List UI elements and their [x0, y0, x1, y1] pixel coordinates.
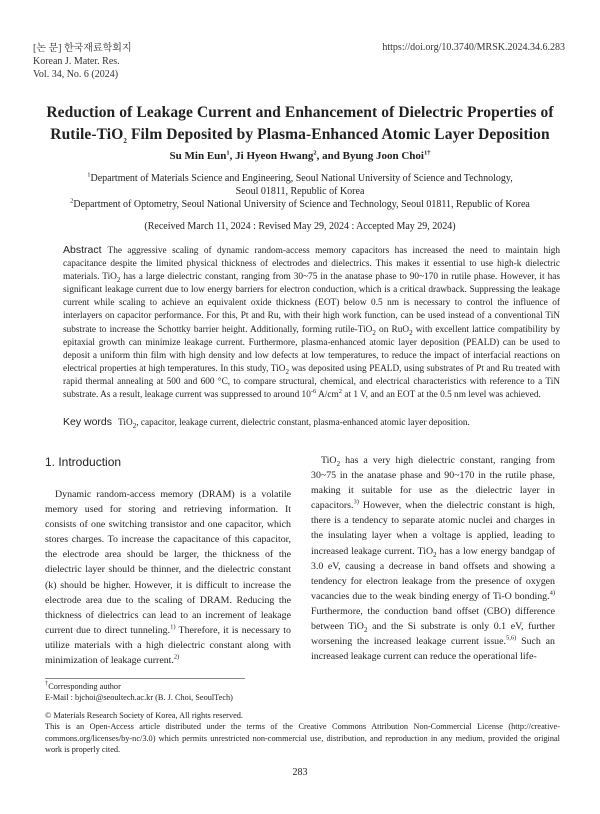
citation: 3): [353, 498, 359, 506]
author-name: Su Min Eun: [169, 150, 227, 162]
received-dates: (Received March 11, 2024 : Revised May 29, 2024 : Accepted May 29, 2024): [144, 221, 456, 232]
license-text: This is an Open-Access article distributed under the terms of the Creative Commons Attribution Non-Commercial License (http://creative-commons.org/licenses/by-nc/3.0) which permits unrestricted non-commercial use, distribution, and reproduction in any medium, provided the original work is properly cited.: [45, 722, 560, 754]
section-heading: 1. Introduction: [45, 455, 122, 469]
left-column: [45, 487, 291, 668]
affiliation-2: [40, 198, 560, 211]
abstract-text: on RuO: [375, 324, 410, 335]
abstract-text: The aggressive scaling of dynamic random-access memory capacitors has increased the need to maintain high capacitance despite the limited physical thickness of electrodes and dielectrics. This makes it essential to use high-k dielectric materials. TiO: [63, 246, 560, 283]
license-block: [45, 710, 560, 755]
title-subscript: 2: [123, 137, 127, 146]
paragraph-text: and the Si substrate is only 0.1 eV, further worsening the increased leakage current issue.: [311, 621, 555, 648]
right-column: [311, 453, 555, 664]
page-number: 283: [292, 767, 308, 778]
paragraph-text: has a very high dielectric constant, ranging from 30~75 in the anatase phase and 90~170 in the rutile phase, making it suitable for use as the dielectric layer in capacitors.: [311, 455, 555, 512]
affiliation-text: Department of Optometry, Seoul National University of Science and Technology, Seoul 01811, Republic of Korea: [73, 199, 530, 210]
paragraph-text: Dynamic random-access memory (DRAM) is a volatile memory used for storing and retrieving information. It consists of one switching transistor and one capacitor, which stores charges. To increase the capacitance of this capacitor, the electrode area should be larger, the thickness of the dielectric layer should be thinner, and the dielectric constant (k) should be higher. However, it is difficult to increase the electrode area due to the scaling of DRAM. Reducing the thickness of dielectrics can lead to an increment of leakage current due to direct tunneling.: [45, 489, 291, 636]
subscript: 2: [336, 459, 341, 468]
paragraph-text: TiO: [321, 455, 337, 466]
keywords-label: Key words: [63, 416, 113, 428]
keyword-text: TiO: [118, 418, 133, 428]
paragraph-text: has a low energy bandgap of 3.0 eV, causing a decrease in band offsets and showing a tendency for electron leakage from the presence of oxygen vacancies due to the weak binding energy of Ti-O bonding.: [311, 545, 555, 602]
affiliation-1-line-2: Seoul 01811, Republic of Korea: [235, 186, 365, 197]
title-text: Film Deposited by Plasma-Enhanced Atomic Layer Deposition: [126, 126, 550, 143]
paper-title: [30, 102, 570, 146]
citation: 5,6): [505, 634, 517, 642]
subscript: 2: [285, 367, 289, 376]
subscript: 2: [363, 626, 368, 634]
abstract: [63, 244, 560, 402]
abstract-text: has a large dielectric constant, ranging from 30~75 in the anatase phase to 90~170 in rutile phase. However, it has significant leakage current due to low energy barriers for electron conduction, which is a critical drawback. Suppressing the leakage current while scaling to achieve an equivalent oxide thickness (EOT) below 0.5 nm is necessary to control the influence of interlayers on capacitor performance. For this, Pt and Ru, with their high work function, can be used instead of a conventional TiN substrate to increase the Schottky barrier height. Additionally, forming rutile-TiO: [63, 272, 560, 335]
citation: 1): [170, 623, 176, 631]
paragraph-text: However, when the dielectric constant is high, there is a tendency to separate atomic nuclei and charges in the insulating layer when a voltage is applied, leading to increased leakage current. TiO: [311, 500, 555, 557]
abstract-text: at 1 V, and an EOT at the 0.5 nm level was achieved.: [342, 390, 541, 401]
footnote-divider: [45, 678, 245, 679]
affiliation-text: Department of Materials Science and Engineering, Seoul National University of Science and Technology,: [90, 173, 513, 184]
paragraph-text: Furthermore, the conduction band offset (CBO) difference between TiO: [311, 605, 555, 633]
affiliation-sup: 1: [87, 171, 91, 179]
email-note: E-Mail : bjchoi@seoultech.ac.kr (B. J. Choi, SeoulTech): [45, 693, 233, 702]
corresponding-author-note: [45, 681, 233, 692]
paragraph: [45, 487, 291, 668]
footnote-mark: †: [45, 680, 49, 688]
affiliation-sup: 2: [70, 197, 74, 205]
abstract-text: with excellent lattice compatibility by epitaxial growth can minimize leakage current. Furthermore, plasma-enhanced atomic layer deposition (PEALD) can be used to deposit a uniform thin film with high density and low defects at low temperatures, to reduce the impact of interfacial reactions on electrical properties at high temperatures. In this study, TiO: [63, 324, 560, 374]
journal-abbr: Korean J. Mater. Res.: [33, 56, 120, 67]
footnotes: [45, 681, 233, 703]
title-text: Rutile-TiO: [50, 126, 124, 143]
title-line-2: [30, 124, 570, 146]
title-line-1: Reduction of Leakage Current and Enhancement of Dielectric Properties of: [46, 104, 554, 121]
paragraph-text: Therefore, it is necessary to utilize materials with a high dielectric constant along with minimization of leakage current.: [45, 624, 291, 667]
journal-header: [33, 42, 132, 81]
subscript: 2: [372, 328, 376, 337]
author-name: , Ji Hyeon Hwang: [229, 150, 314, 162]
superscript: 2: [338, 387, 342, 395]
citation: 2): [173, 653, 180, 661]
subscript: 2: [116, 276, 121, 285]
abstract-text: was deposited using PEALD, using substrates of Pt and Ru treated with rapid thermal annealing at 500 and 600 °C, to compare structural, chemical, and electrical characteristics with reference to a TiN substrate. As a result, leakage current was suppressed to around 10: [63, 363, 560, 401]
author-sup: 1†: [423, 149, 431, 157]
subscript: 2: [433, 550, 437, 559]
keyword-text: , capacitor, leakage current, dielectric constant, plasma-enhanced atomic layer deposition.: [136, 418, 470, 428]
keywords: [63, 416, 560, 428]
journal-korean: [논 문] 한국재료학회지: [33, 43, 132, 54]
doi-link[interactable]: https://doi.org/10.3740/MRSK.2024.34.6.283: [382, 42, 565, 53]
copyright-line: © Materials Research Society of Korea, All rights reserved.: [45, 711, 243, 720]
citation: 4): [549, 589, 555, 597]
subscript: 2: [132, 421, 137, 430]
author-name: , and Byung Joon Choi: [316, 150, 424, 162]
author-sup: 2: [313, 149, 317, 157]
author-list: [0, 150, 600, 162]
abstract-text: A/cm: [316, 390, 339, 401]
paragraph-text: Such an increased leakage current can reduce the operational life-: [311, 636, 555, 663]
footnote-text: Corresponding author: [48, 682, 121, 691]
abstract-label: Abstract: [63, 244, 102, 256]
superscript: -6: [310, 387, 317, 395]
affiliation-1: [40, 172, 560, 185]
subscript: 2: [409, 328, 413, 337]
affiliations: [40, 172, 560, 211]
journal-volume: Vol. 34, No. 6 (2024): [33, 69, 119, 80]
author-sup: 1: [226, 149, 230, 157]
paragraph: [311, 453, 555, 664]
